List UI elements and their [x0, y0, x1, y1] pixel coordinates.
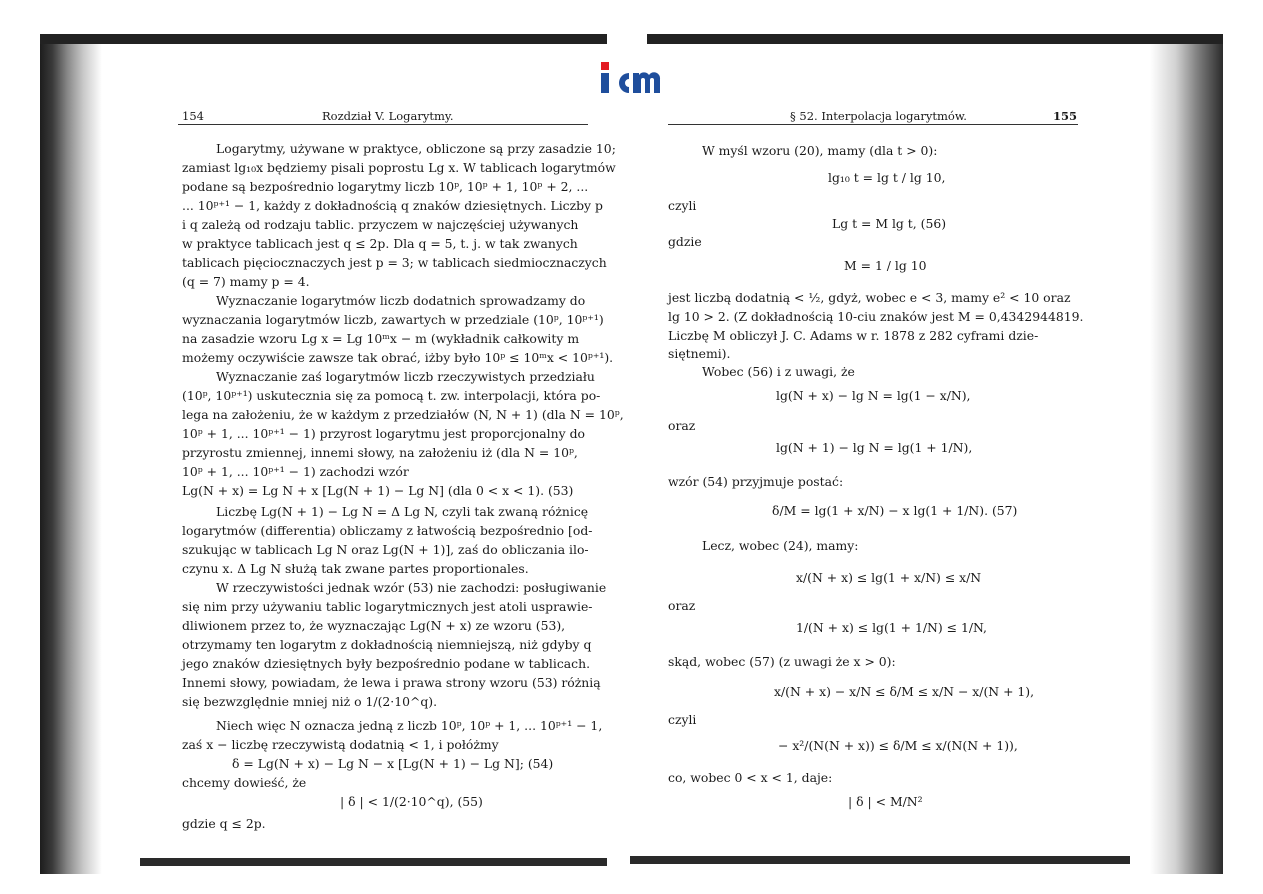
- equation: x/(N + x) − x/N ≤ δ/M ≤ x/N − x/(N + 1),: [774, 684, 1035, 699]
- equation-55: | δ | < 1/(2·10^q), (55): [340, 794, 483, 809]
- text-line: się nim przy używaniu tablic logarytmicznych jest atoli usprawie-: [182, 599, 593, 614]
- text-line: ... 10ᵖ⁺¹ − 1, każdy z dokładnością q znaków dziesiętnych. Liczby p: [182, 198, 603, 213]
- text-line: dliwionem przez to, że wyznaczając Lg(N + x) ze wzoru (53),: [182, 618, 566, 633]
- text-line: Innemi słowy, powiadam, że lewa i prawa strony wzoru (53) różnią: [182, 675, 601, 690]
- equation-53: Lg(N + x) = Lg N + x [Lg(N + 1) − Lg N] (dla 0 < x < 1). (53): [182, 483, 574, 498]
- text-line: logarytmów (differentia) obliczamy z łatwością bezpośrednio [od-: [182, 523, 593, 538]
- text-line: W myśl wzoru (20), mamy (dla t > 0):: [702, 143, 938, 158]
- text-line: siętnemi).: [668, 346, 731, 361]
- text-line: gdzie q ≤ 2p.: [182, 816, 266, 831]
- text-line: jest liczbą dodatnią < ½, gdyż, wobec e < 3, mamy e² < 10 oraz: [668, 290, 1071, 305]
- text-line: możemy oczywiście zawsze tak obrać, iżby było 10ᵖ ≤ 10ᵐx < 10ᵖ⁺¹).: [182, 350, 614, 365]
- text-line: Lecz, wobec (24), mamy:: [702, 538, 859, 553]
- text-line: Liczbę Lg(N + 1) − Lg N = Δ Lg N, czyli tak zwaną różnicę: [216, 504, 589, 519]
- text-line: Wyznaczanie zaś logarytmów liczb rzeczywistych przedziału: [216, 369, 595, 384]
- text-line: (q = 7) mamy p = 4.: [182, 274, 310, 289]
- equation: lg(N + 1) − lg N = lg(1 + 1/N),: [776, 440, 973, 455]
- equation-56: Lg t = M lg t, (56): [832, 216, 947, 231]
- equation: lg₁₀ t = lg t / lg 10,: [828, 170, 946, 185]
- left-page-number: 154: [182, 109, 204, 123]
- text-line: w praktyce tablicach jest q ≤ 2p. Dla q = 5, t. j. w tak zwanych: [182, 236, 578, 251]
- text-line: skąd, wobec (57) (z uwagi że x > 0):: [668, 654, 896, 669]
- text-line: czynu x. Δ Lg N służą tak zwane partes proportionales.: [182, 561, 529, 576]
- text-line: 10ᵖ + 1, ... 10ᵖ⁺¹ − 1) przyrost logarytmu jest proporcjonalny do: [182, 426, 585, 441]
- left-head-rule: [178, 124, 588, 125]
- text-line: Niech więc N oznacza jedną z liczb 10ᵖ, 10ᵖ + 1, ... 10ᵖ⁺¹ − 1,: [216, 718, 603, 733]
- text-line: tablicach pięciocznaczych jest p = 3; w tablicach siedmiocznaczych: [182, 255, 607, 270]
- text-line: i q zależą od rodzaju tablic. przyczem w najczęściej używanych: [182, 217, 579, 232]
- left-running-head: Rozdział V. Logarytmy.: [322, 109, 454, 123]
- text-line: Wyznaczanie logarytmów liczb dodatnich sprowadzamy do: [216, 293, 586, 308]
- text-line: Logarytmy, używane w praktyce, obliczone są przy zasadzie 10;: [216, 141, 616, 156]
- text-line: lega na założeniu, że w każdym z przedziałów (N, N + 1) (dla N = 10ᵖ,: [182, 407, 624, 422]
- text-line: szukując w tablicach Lg N oraz Lg(N + 1)], zaś do obliczania ilo-: [182, 542, 589, 557]
- text-line: chcemy dowieść, że: [182, 775, 307, 790]
- right-head-rule: [668, 124, 1078, 125]
- equation: 1/(N + x) ≤ lg(1 + 1/N) ≤ 1/N,: [796, 620, 987, 635]
- book-edge-right: [1150, 34, 1223, 874]
- text-line: na zasadzie wzoru Lg x = Lg 10ᵐx − m (wykładnik całkowity m: [182, 331, 580, 346]
- equation: | δ | < M/N²: [848, 794, 923, 809]
- text-line: lg 10 > 2. (Z dokładnością 10-ciu znaków jest M = 0,4342944819.: [668, 309, 1084, 324]
- text-line: zaś x − liczbę rzeczywistą dodatnią < 1, i połóżmy: [182, 737, 499, 752]
- equation: − x²/(N(N + x)) ≤ δ/M ≤ x/(N(N + 1)),: [778, 738, 1018, 753]
- text-line: wyznaczania logarytmów liczb, zawartych w przedziale (10ᵖ, 10ᵖ⁺¹): [182, 312, 604, 327]
- equation: x/(N + x) ≤ lg(1 + x/N) ≤ x/N: [796, 570, 982, 585]
- scan-border-top-left: [40, 34, 607, 44]
- text-line: oraz: [668, 598, 696, 613]
- text-line: Liczbę M obliczył J. C. Adams w r. 1878 z 282 cyframi dzie-: [668, 328, 1039, 343]
- text-line: W rzeczywistości jednak wzór (53) nie zachodzi: posługiwanie: [216, 580, 607, 595]
- text-line: zamiast lg₁₀x będziemy pisali poprostu Lg x. W tablicach logarytmów: [182, 160, 616, 175]
- text-line: otrzymamy ten logarytm z dokładnością niemniejszą, niż gdyby q: [182, 637, 592, 652]
- equation: lg(N + x) − lg N = lg(1 − x/N),: [776, 388, 971, 403]
- text-line: (10ᵖ, 10ᵖ⁺¹) uskutecznia się za pomocą t. zw. interpolacji, która po-: [182, 388, 601, 403]
- equation: M = 1 / lg 10: [844, 258, 927, 273]
- equation-54: δ = Lg(N + x) − Lg N − x [Lg(N + 1) − Lg N]; (54): [232, 756, 554, 771]
- scan-border-bottom-left: [140, 858, 607, 866]
- icm-logo: [597, 58, 663, 98]
- text-line: 10ᵖ + 1, ... 10ᵖ⁺¹ − 1) zachodzi wzór: [182, 464, 409, 479]
- text-line: czyli: [668, 198, 697, 213]
- text-line: wzór (54) przyjmuje postać:: [668, 474, 844, 489]
- text-line: Wobec (56) i z uwagi, że: [702, 364, 855, 379]
- equation-57: δ/M = lg(1 + x/N) − x lg(1 + 1/N). (57): [772, 503, 1018, 518]
- text-line: czyli: [668, 712, 697, 727]
- right-running-head: § 52. Interpolacja logarytmów.: [790, 109, 967, 123]
- text-line: przyrostu zmiennej, innemi słowy, na założeniu iż (dla N = 10ᵖ,: [182, 445, 578, 460]
- text-line: jego znaków dziesiętnych były bezpośrednio podane w tablicach.: [182, 656, 591, 671]
- scan-border-bottom-right: [630, 856, 1130, 864]
- book-edge-left: [40, 34, 102, 874]
- right-page-number: 155: [1053, 109, 1078, 123]
- text-line: oraz: [668, 418, 696, 433]
- text-line: gdzie: [668, 234, 702, 249]
- text-line: się bezwzględnie mniej niż o 1/(2·10^q).: [182, 694, 438, 709]
- scan-border-top-right: [647, 34, 1223, 44]
- text-line: co, wobec 0 < x < 1, daje:: [668, 770, 833, 785]
- text-line: podane są bezpośrednio logarytmy liczb 10ᵖ, 10ᵖ + 1, 10ᵖ + 2, ...: [182, 179, 589, 194]
